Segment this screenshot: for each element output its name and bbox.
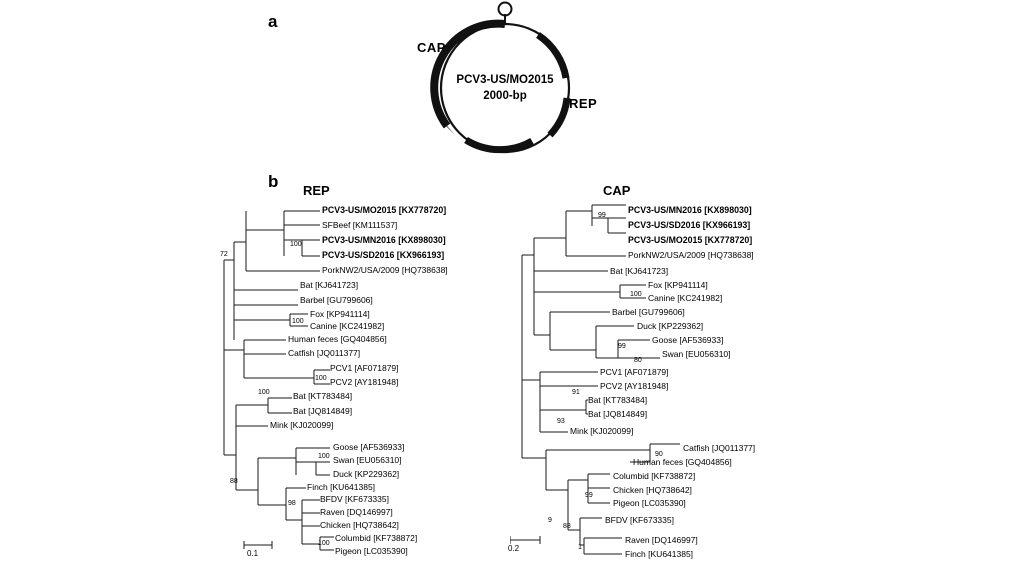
- panel-letter-a: a: [268, 12, 278, 31]
- cap-taxon-19: Chicken [HQ738642]: [613, 485, 692, 495]
- panel-letter-b: b: [268, 172, 279, 191]
- cap-bootstrap-0: 99: [598, 212, 606, 219]
- rep-taxon-9: Human feces [GQ404856]: [288, 334, 387, 344]
- cap-taxon-3: PorkNW2/USA/2009 [HQ738638]: [628, 250, 754, 260]
- rep-bootstrap-6: 88: [230, 478, 238, 485]
- cap-scale-label: 0.2: [508, 544, 520, 553]
- rep-taxon-23: Columbid [KF738872]: [335, 533, 418, 543]
- rep-scale-bar: [244, 541, 272, 549]
- cap-taxon-17: Human feces [GQ404856]: [633, 457, 732, 467]
- rep-bootstrap-1: 72: [220, 251, 228, 258]
- rep-taxon-13: Bat [KT783484]: [293, 391, 353, 401]
- cap-scale-bar: [510, 536, 540, 544]
- rep-taxon-16: Goose [AF536933]: [333, 442, 405, 452]
- rep-tree-title: REP: [303, 183, 330, 198]
- cap-taxon-4: Bat [KJ641723]: [610, 266, 669, 276]
- cap-taxon-9: Goose [AF536933]: [652, 335, 724, 345]
- rep-taxon-24: Pigeon [LC035390]: [335, 546, 408, 556]
- rep-taxon-11: PCV1 [AF071879]: [330, 363, 399, 373]
- cap-taxon-0: PCV3-US/MN2016 [KX898030]: [628, 205, 752, 215]
- rep-taxon-2: PCV3-US/MN2016 [KX898030]: [322, 235, 446, 245]
- cap-bootstrap-1: 100: [630, 291, 642, 298]
- cap-taxon-6: Canine [KC241982]: [648, 293, 723, 303]
- rep-taxon-15: Mink [KJ020099]: [270, 420, 334, 430]
- cap-bootstrap-10: 1: [578, 544, 582, 551]
- rep-taxon-3: PCV3-US/SD2016 [KX966193]: [322, 250, 445, 260]
- genome-center-size: 2000-bp: [483, 90, 527, 102]
- cap-taxon-1: PCV3-US/SD2016 [KX966193]: [628, 220, 751, 230]
- rep-scale-label: 0.1: [247, 549, 259, 558]
- cap-taxon-18: Columbid [KF738872]: [613, 471, 696, 481]
- cap-taxon-23: Finch [KU641385]: [625, 549, 694, 559]
- cap-bootstrap-6: 90: [655, 451, 663, 458]
- cap-bootstrap-5: 93: [557, 418, 565, 425]
- rep-taxon-5: Bat [KJ641723]: [300, 280, 359, 290]
- rep-bootstrap-5: 100: [318, 453, 330, 460]
- cap-bootstrap-7: 99: [585, 492, 593, 499]
- rep-taxon-14: Bat [JQ814849]: [293, 406, 353, 416]
- rep-bootstrap-3: 100: [315, 375, 327, 382]
- rep-taxon-6: Barbel [GU799606]: [300, 295, 373, 305]
- rep-taxon-17: Swan [EU056310]: [333, 455, 402, 465]
- cap-taxon-2: PCV3-US/MO2015 [KX778720]: [628, 235, 753, 245]
- rep-bootstrap-2: 100: [292, 318, 304, 325]
- genome-center-name: PCV3-US/MO2015: [456, 74, 554, 86]
- panel-a: [0, 0, 1012, 175]
- rep-taxon-4: PorkNW2/USA/2009 [HQ738638]: [322, 265, 448, 275]
- cap-taxon-21: BFDV [KF673335]: [605, 515, 674, 525]
- rep-taxon-0: PCV3-US/MO2015 [KX778720]: [322, 205, 447, 215]
- cap-taxon-12: PCV2 [AY181948]: [600, 381, 669, 391]
- cap-taxon-5: Fox [KP941114]: [648, 280, 708, 290]
- cap-taxon-11: PCV1 [AF071879]: [600, 367, 669, 377]
- rep-bootstrap-7: 98: [288, 500, 296, 507]
- rep-taxon-19: Finch [KU641385]: [307, 482, 376, 492]
- rep-taxon-7: Fox [KP941114]: [310, 309, 370, 319]
- cap-taxon-10: Swan [EU056310]: [662, 349, 731, 359]
- cap-taxon-16: Catfish [JQ011377]: [683, 443, 756, 453]
- rep-bootstrap-4: 100: [258, 389, 270, 396]
- rep-taxon-8: Canine [KC241982]: [310, 321, 385, 331]
- rep-taxon-12: PCV2 [AY181948]: [330, 377, 399, 387]
- rep-bootstrap-8: 100: [318, 540, 330, 547]
- rep-bootstrap-0: 100: [290, 241, 302, 248]
- cap-taxon-22: Raven [DQ146997]: [625, 535, 698, 545]
- cap-bootstrap-2: 99: [618, 343, 626, 350]
- cap-tree-title: CAP: [603, 183, 631, 198]
- cap-taxon-13: Bat [KT783484]: [588, 395, 648, 405]
- cap-taxon-15: Mink [KJ020099]: [570, 426, 634, 436]
- genome-label-cap: CAP: [417, 40, 446, 55]
- cap-taxon-20: Pigeon [LC035390]: [613, 498, 686, 508]
- rep-taxon-22: Chicken [HQ738642]: [320, 520, 399, 530]
- cap-taxon-8: Duck [KP229362]: [637, 321, 704, 331]
- genome-circle-diagram: [400, 0, 620, 175]
- cap-taxon-7: Barbel [GU799606]: [612, 307, 685, 317]
- rep-taxon-21: Raven [DQ146997]: [320, 507, 393, 517]
- cap-taxon-14: Bat [JQ814849]: [588, 409, 648, 419]
- rep-taxon-20: BFDV [KF673335]: [320, 494, 389, 504]
- rep-taxon-18: Duck [KP229362]: [333, 469, 400, 479]
- cap-bootstrap-9: 88: [563, 523, 571, 530]
- genome-label-rep: REP: [569, 96, 598, 111]
- rep-taxon-10: Catfish [JQ011377]: [288, 348, 361, 358]
- cap-bootstrap-3: 80: [634, 357, 642, 364]
- cap-bootstrap-4: 91: [572, 389, 580, 396]
- rep-taxon-1: SFBeef [KM111537]: [322, 220, 398, 230]
- cap-bootstrap-8: 9: [548, 517, 552, 524]
